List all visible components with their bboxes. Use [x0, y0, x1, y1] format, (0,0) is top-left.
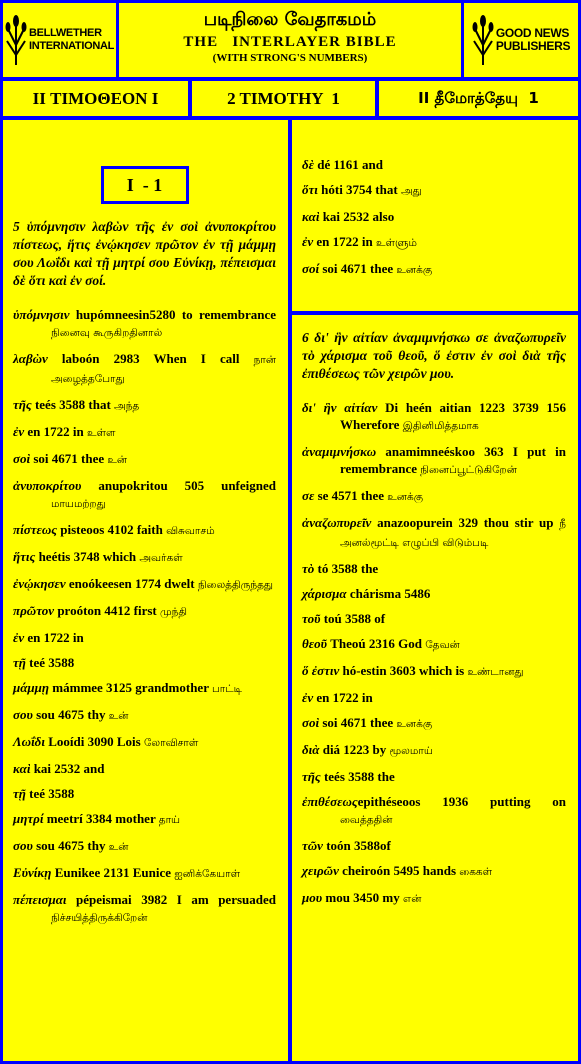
- greek-word: ἐν: [13, 630, 25, 645]
- bellwether-logo: [3, 3, 116, 77]
- greek-word: ἐνῴκησεν: [13, 576, 66, 591]
- greek-word: καὶ: [302, 209, 320, 224]
- left-column: [3, 120, 288, 1061]
- word-entry: [302, 862, 566, 881]
- english-gloss: anupokritou 505 unfeigned: [81, 478, 280, 493]
- tamil-gloss: தேவன்: [425, 639, 460, 651]
- english-gloss: proóton 4412 first: [54, 603, 160, 618]
- right-logo-line1: GOOD NEWS: [495, 26, 570, 40]
- word-entry: [302, 741, 566, 760]
- word-entry: [13, 602, 276, 621]
- tamil-gloss: பாட்டி: [211, 683, 242, 695]
- english-gloss: meetrí 3384 mother: [43, 811, 159, 826]
- greek-word: χάρισμα: [302, 586, 347, 601]
- word-entry: [302, 260, 566, 279]
- word-entry: [13, 706, 276, 725]
- greek-word: ἀνυποκρίτου: [13, 478, 82, 493]
- tamil-gloss: வைத்ததின்: [340, 814, 393, 826]
- wheat-sheaf-icon: [5, 15, 27, 65]
- english-gloss: heétis 3748 which: [35, 549, 140, 564]
- left-word-list: [13, 306, 280, 927]
- english-gloss: toón 3588of: [322, 838, 391, 853]
- english-gloss: Di heén aitian 1223 3739 156 Wherefore: [340, 400, 570, 432]
- greek-word: διὰ: [302, 742, 320, 757]
- greek-word: δὲ: [302, 157, 314, 172]
- greek-word: τῇ: [13, 655, 26, 670]
- greek-word: ἐν: [302, 234, 314, 249]
- english-gloss: teé 3588: [25, 655, 75, 670]
- book-greek: [3, 81, 188, 116]
- tamil-gloss: உனக்கு: [387, 491, 423, 503]
- tamil-gloss: நிலைத்திருந்தது: [197, 579, 274, 591]
- english-gloss: mou 3450 my: [322, 890, 403, 905]
- right-logo-line2: PUBLISHERS: [495, 39, 571, 53]
- wheat-sheaf-icon: [472, 15, 494, 65]
- word-entry: [302, 487, 566, 506]
- english-gloss: hó-estin 3603 which is: [339, 663, 468, 678]
- tamil-gloss: ஐனிக்கேயாள்: [174, 868, 241, 880]
- greek-word: μου: [302, 890, 323, 905]
- word-entry: [13, 864, 276, 883]
- word-entry: [302, 443, 570, 479]
- tamil-gloss: உண்டானது: [467, 666, 524, 678]
- english-gloss: en 1722 in: [313, 234, 376, 249]
- greek-word: τοῦ: [302, 611, 321, 626]
- greek-word: πίστεως: [13, 522, 58, 537]
- word-entry: [302, 635, 566, 654]
- greek-word: σε: [302, 488, 315, 503]
- english-gloss: soi 4671 thee: [319, 715, 397, 730]
- greek-word: τὸ: [302, 561, 315, 576]
- english-gloss: kai 2532 also: [319, 209, 395, 224]
- greek-word: ὑπόμνησιν: [13, 307, 70, 322]
- english-gloss: dé 1161 and: [314, 157, 383, 172]
- word-entry: [302, 793, 570, 829]
- greek-word: ἥτις: [13, 549, 36, 564]
- word-entry: [13, 654, 276, 671]
- word-entry: [302, 560, 566, 577]
- greek-word: σου: [13, 707, 33, 722]
- greek-word: σοὶ: [13, 451, 31, 466]
- english-gloss: laboón 2983 When I call: [47, 351, 254, 366]
- tamil-gloss: மூலமாய்: [389, 745, 433, 757]
- greek-word: τῶν: [302, 838, 323, 853]
- word-entry: [13, 350, 276, 388]
- word-entry: [302, 768, 566, 785]
- verse-ref-badge: [101, 166, 189, 204]
- english-gloss: enoókeesen 1774 dwelt: [65, 576, 198, 591]
- tamil-gloss: தாய்: [158, 814, 181, 826]
- word-entry: [302, 714, 566, 733]
- english-gloss: epithéseoos 1936 putting on: [357, 794, 570, 809]
- word-entry: [302, 610, 566, 627]
- greek-word: θεοῦ: [302, 636, 327, 651]
- english-gloss: kai 2532 and: [30, 761, 105, 776]
- greek-word: πρῶτον: [13, 603, 55, 618]
- greek-word: σοί: [302, 261, 320, 276]
- word-entry: [302, 689, 566, 706]
- greek-word: ἐν: [302, 690, 314, 705]
- english-gloss: hupómneesin5280 to remembrance: [69, 307, 280, 322]
- word-entry: [13, 477, 280, 513]
- english-gloss: anamimneéskoo 363 I put in remembrance: [340, 444, 570, 476]
- word-entry: [13, 837, 276, 856]
- greek-word: λαβὼν: [13, 351, 48, 366]
- english-gloss: en 1722 in: [24, 424, 87, 439]
- english-gloss: pisteoos 4102 faith: [57, 522, 167, 537]
- tamil-gloss: கைகள்: [459, 866, 493, 878]
- tamil-gloss: முந்தி: [160, 606, 187, 618]
- word-entry: [13, 423, 276, 442]
- book-greek-label: II ΤΙΜΟΘΕΟΝ Ι: [32, 88, 159, 108]
- english-gloss: hóti 3754 that: [317, 182, 401, 197]
- greek-word: ὅ ἐστιν: [302, 663, 340, 678]
- tamil-gloss: அவர்கள்: [139, 552, 183, 564]
- tamil-gloss: நீ அனல்மூட்டி எழுப்பி விடும்படி: [340, 518, 566, 549]
- greek-word: μητρί: [13, 811, 44, 826]
- greek-word: ἀναζωπυρεῖν: [302, 515, 372, 530]
- book-tamil: [379, 81, 578, 116]
- good-news-logo: [464, 3, 578, 77]
- english-gloss: diá 1223 by: [319, 742, 390, 757]
- tamil-gloss: நிச்சயித்திருக்கிறேன்: [51, 912, 148, 924]
- right-bottom-word-list: [302, 399, 570, 908]
- title-sub: (WITH STRONG'S NUMBERS): [212, 52, 368, 64]
- english-gloss: teés 3588 that: [31, 397, 115, 412]
- word-entry: [13, 521, 276, 540]
- tamil-gloss: அது: [400, 185, 422, 197]
- tamil-gloss: லோவிசாள்: [143, 737, 199, 749]
- title-panel: [119, 3, 461, 77]
- english-gloss: se 4571 thee: [314, 488, 388, 503]
- word-entry: [302, 585, 566, 602]
- word-entry: [13, 891, 280, 927]
- greek-word: τῇ: [13, 786, 26, 801]
- greek-word: χειρῶν: [302, 863, 339, 878]
- right-top-column: [292, 120, 578, 311]
- english-gloss: toú 3588 of: [320, 611, 386, 626]
- word-entry: [13, 679, 276, 698]
- word-entry: [302, 156, 566, 173]
- english-gloss: en 1722 in: [24, 630, 84, 645]
- greek-word: ἀναμιμνήσκω: [302, 444, 377, 459]
- english-gloss: soi 4671 thee: [319, 261, 397, 276]
- greek-word: σοὶ: [302, 715, 320, 730]
- word-entry: [302, 181, 566, 200]
- greek-verse-5: 5 ὑπόμνησιν λαβὼν τῆς ἐν σοὶ ἀνυποκρίτου πίστεως, ἥτις ἐνῴκησεν πρῶτον ἐν τῇ μάμμῃ σου Λωΐδι καὶ τῇ μητρί σου Εὐνίκῃ, πέπεισμαι δὲ ὅτι καὶ ἐν σοί.: [13, 219, 276, 288]
- english-gloss: sou 4675 thy: [32, 838, 109, 853]
- word-entry: [13, 450, 276, 469]
- tamil-gloss: நினைப்பூட்டுகிறேன்: [420, 464, 517, 476]
- tamil-gloss: நினைவு கூருகிறதினால்: [51, 327, 163, 339]
- english-gloss: sou 4675 thy: [32, 707, 109, 722]
- english-gloss: teés 3588 the: [320, 769, 395, 784]
- tamil-gloss: நான் அழைத்தபோது: [51, 354, 276, 385]
- word-entry: [13, 733, 276, 752]
- left-logo-line2: INTERNATIONAL: [28, 40, 115, 52]
- english-gloss: pépeismai 3982 I am persuaded: [66, 892, 280, 907]
- english-gloss: cheiroón 5495 hands: [338, 863, 460, 878]
- right-bottom-column: [292, 315, 578, 1061]
- word-entry: [13, 629, 276, 646]
- word-entry: [302, 889, 566, 908]
- word-entry: [302, 233, 566, 252]
- word-entry: [302, 837, 566, 854]
- book-english: [192, 81, 375, 116]
- word-entry: [302, 514, 566, 552]
- word-entry: [13, 575, 276, 594]
- tamil-gloss: உன்: [107, 454, 128, 466]
- word-entry: [13, 760, 276, 777]
- greek-word: τῆς: [13, 397, 32, 412]
- tamil-gloss: உன்: [108, 841, 129, 853]
- word-entry: [302, 208, 566, 225]
- tamil-gloss: அந்த: [114, 400, 140, 412]
- greek-word: μάμμῃ: [13, 680, 50, 695]
- tamil-gloss: விசுவாசம்: [166, 525, 215, 537]
- english-gloss: teé 3588: [25, 786, 75, 801]
- word-entry: [302, 662, 566, 681]
- word-entry: [302, 399, 570, 435]
- english-gloss: en 1722 in: [313, 690, 373, 705]
- greek-word: ἐπιθέσεως: [302, 794, 358, 809]
- verse-ref-label: I - 1: [126, 174, 163, 195]
- tamil-gloss: உள்ளும்: [375, 237, 417, 249]
- right-top-word-list: [302, 156, 566, 279]
- english-gloss: anazoopurein 329 thou stir up: [371, 515, 560, 530]
- greek-word: πέπεισμαι: [13, 892, 67, 907]
- greek-word: ἐν: [13, 424, 25, 439]
- english-gloss: chárisma 5486: [346, 586, 431, 601]
- greek-word: δι' ἣν αἰτίαν: [302, 400, 378, 415]
- tamil-gloss: இதினிமித்தமாக: [402, 420, 479, 432]
- english-gloss: tó 3588 the: [314, 561, 379, 576]
- english-gloss: Eunikee 2131 Eunice: [51, 865, 175, 880]
- greek-word: ὅτι: [302, 182, 318, 197]
- english-gloss: Theoú 2316 God: [326, 636, 426, 651]
- tamil-gloss: உனக்கு: [396, 718, 433, 730]
- left-logo-line1: BELLWETHER: [28, 27, 102, 39]
- greek-word: Λωΐδι: [13, 734, 45, 749]
- tamil-gloss: மாயமற்றது: [51, 498, 106, 510]
- tamil-gloss: என்: [403, 893, 422, 905]
- tamil-gloss: உன்: [108, 710, 129, 722]
- greek-word: τῆς: [302, 769, 321, 784]
- greek-verse-6: 6 δι' ἣν αἰτίαν ἀναμιμνήσκω σε ἀναζωπυρεῖν τὸ χάρισμα τοῦ θεοῦ, ὅ ἐστιν ἐν σοὶ διὰ τῆς ἐπιθέσεως τῶν χειρῶν μου.: [302, 330, 566, 381]
- book-english-label: 2 TIMOTHY 1: [227, 88, 340, 108]
- greek-word: καὶ: [13, 761, 31, 776]
- greek-word: Εὐνίκῃ: [13, 865, 52, 880]
- word-entry: [13, 548, 276, 567]
- english-gloss: Looídi 3090 Lois: [44, 734, 144, 749]
- book-tamil-label: II தீமோத்தேயு 1: [418, 88, 539, 107]
- tamil-gloss: உனக்கு: [396, 264, 433, 276]
- word-entry: [13, 396, 276, 415]
- word-entry: [13, 810, 276, 829]
- english-gloss: soi 4671 thee: [30, 451, 108, 466]
- tamil-gloss: உள்ள: [86, 427, 116, 439]
- english-gloss: mámmee 3125 grandmother: [49, 680, 212, 695]
- title-english: THE INTERLAYER BIBLE: [183, 34, 397, 50]
- word-entry: [13, 306, 280, 342]
- word-entry: [13, 785, 276, 802]
- greek-word: σου: [13, 838, 33, 853]
- title-tamil: படிநிலை வேதாகமம்: [203, 9, 377, 30]
